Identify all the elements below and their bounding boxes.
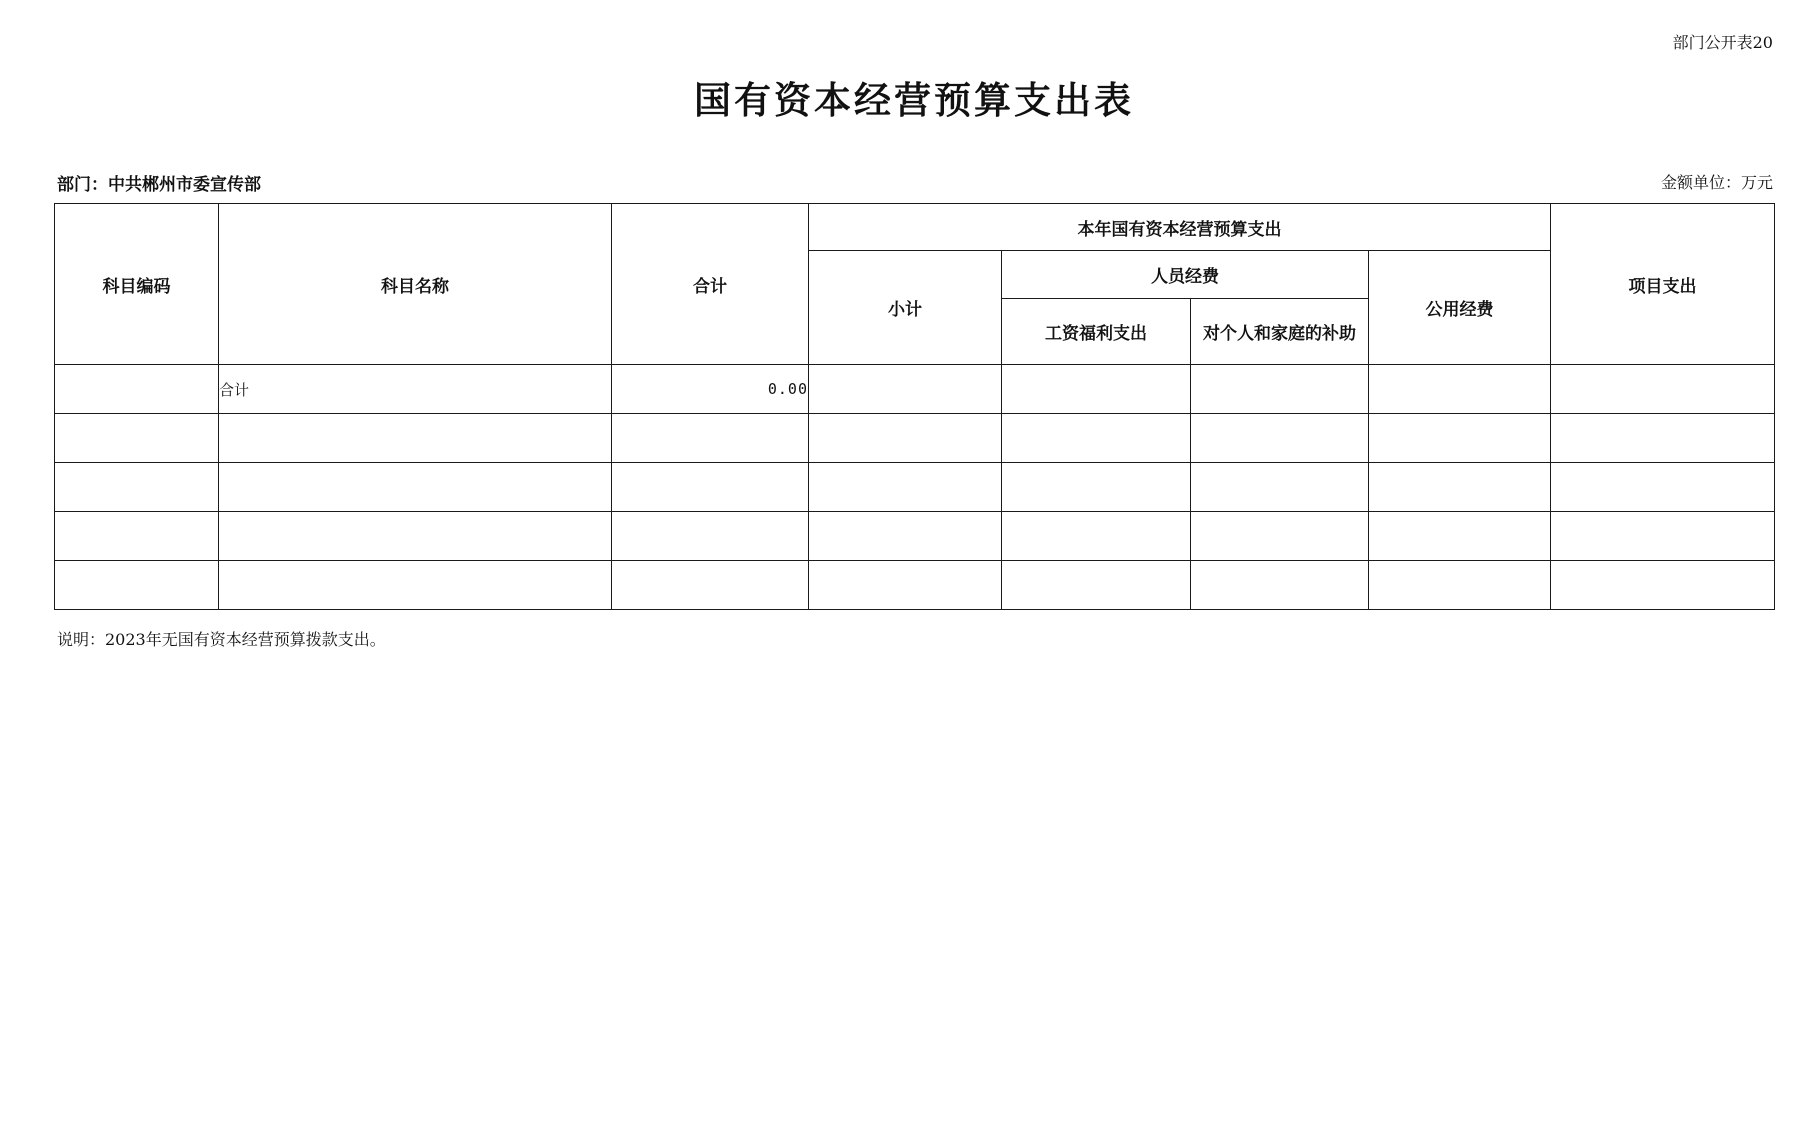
form-number: 部门公开表20	[1672, 33, 1773, 52]
cell-subsidy	[1191, 463, 1369, 512]
cell-public	[1369, 365, 1551, 414]
header-name: 科目名称	[219, 204, 612, 365]
cell-project	[1551, 463, 1775, 512]
header-personnel: 人员经费	[1002, 251, 1369, 299]
cell-code	[55, 414, 219, 463]
cell-name	[219, 561, 612, 610]
table-row	[55, 365, 1775, 414]
cell-project	[1551, 512, 1775, 561]
cell-project	[1551, 365, 1775, 414]
department-label: 部门：中共郴州市委宣传部	[57, 175, 261, 195]
cell-code	[55, 512, 219, 561]
header-current-year: 本年国有资本经营预算支出	[809, 204, 1551, 251]
cell-total: 0.00	[612, 365, 809, 414]
cell-public	[1369, 463, 1551, 512]
cell-public	[1369, 512, 1551, 561]
cell-subtotal	[809, 463, 1002, 512]
page-title: 国有资本经营预算支出表	[694, 79, 1134, 122]
cell-public	[1369, 414, 1551, 463]
cell-code	[55, 463, 219, 512]
cell-subtotal	[809, 365, 1002, 414]
header-subtotal: 小计	[809, 251, 1002, 365]
header-project: 项目支出	[1551, 204, 1775, 365]
table-row	[55, 561, 1775, 610]
cell-subtotal	[809, 561, 1002, 610]
table-row	[55, 463, 1775, 512]
cell-subsidy	[1191, 414, 1369, 463]
cell-project	[1551, 561, 1775, 610]
cell-public	[1369, 561, 1551, 610]
header-subsidy: 对个人和家庭的补助	[1191, 299, 1369, 365]
cell-salary	[1002, 414, 1191, 463]
header-public: 公用经费	[1369, 251, 1551, 365]
cell-subsidy	[1191, 365, 1369, 414]
cell-name: 合计	[219, 365, 612, 414]
cell-name	[219, 512, 612, 561]
cell-salary	[1002, 365, 1191, 414]
cell-project	[1551, 414, 1775, 463]
cell-total	[612, 561, 809, 610]
header-salary: 工资福利支出	[1002, 299, 1191, 365]
budget-table	[54, 203, 1775, 610]
table-row	[55, 512, 1775, 561]
footnote: 说明：2023年无国有资本经营预算拨款支出。	[57, 630, 386, 649]
cell-total	[612, 414, 809, 463]
cell-name	[219, 414, 612, 463]
table-row	[55, 414, 1775, 463]
cell-salary	[1002, 463, 1191, 512]
amount-unit-label: 金额单位：万元	[1660, 173, 1773, 192]
cell-name	[219, 463, 612, 512]
cell-subsidy	[1191, 512, 1369, 561]
header-code: 科目编码	[55, 204, 219, 365]
cell-total	[612, 512, 809, 561]
table-body	[55, 365, 1775, 610]
header-total: 合计	[612, 204, 809, 365]
cell-subsidy	[1191, 561, 1369, 610]
cell-code	[55, 365, 219, 414]
cell-code	[55, 561, 219, 610]
cell-subtotal	[809, 414, 1002, 463]
cell-subtotal	[809, 512, 1002, 561]
cell-total	[612, 463, 809, 512]
cell-salary	[1002, 561, 1191, 610]
cell-salary	[1002, 512, 1191, 561]
